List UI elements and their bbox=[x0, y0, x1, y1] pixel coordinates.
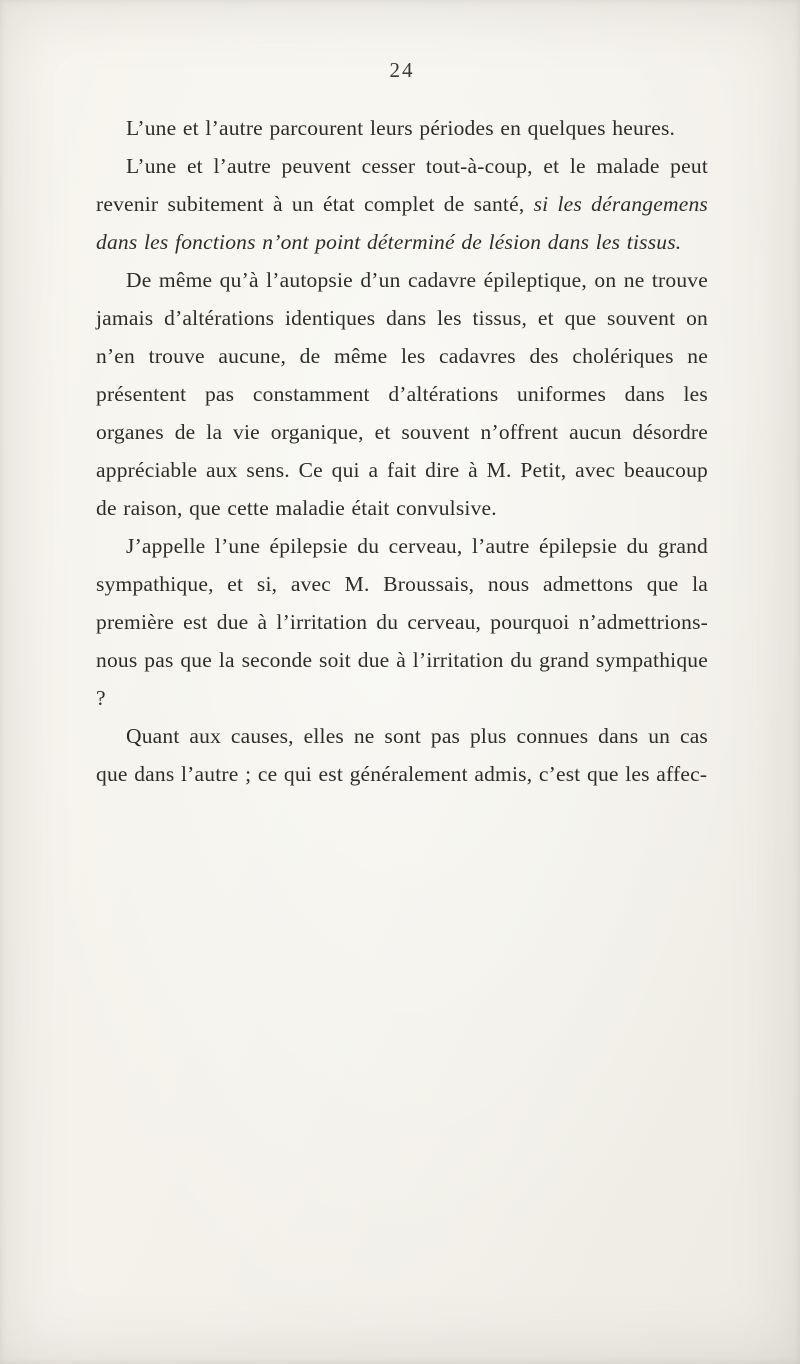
text-segment: J’appelle l’une épilepsie du cerveau, l’autre épilepsie du grand sympathique, et si, avec M. Broussais, nous admettons que la première est due à l’irritation du cerveau, pourquoi n’admettrions-nous pas que la seconde soit due à l’irritation du grand sympathique ? bbox=[96, 534, 708, 710]
text-segment: L’une et l’autre parcourent leurs périodes en quelques heures. bbox=[126, 116, 676, 140]
text-segment: De même qu’à l’autopsie d’un cadavre épileptique, on ne trouve jamais d’altérations identiques dans les tissus, et que souvent on n’en trouve aucune, de même les cadavres des cholériques ne présentent pas constamment d’altérations uniformes dans les organes de la vie organique, et souvent n’offrent aucun désordre appréciable aux sens. Ce qui a fait dire à M. Petit, avec beaucoup de raison, que cette maladie était convulsive. bbox=[96, 268, 708, 520]
paragraph bbox=[96, 261, 708, 527]
paragraph bbox=[96, 527, 708, 717]
paragraph bbox=[96, 109, 708, 147]
text-segment: Quant aux causes, elles ne sont pas plus connues dans un cas que dans l’autre ; ce qui est généralement admis, c’est que les affec- bbox=[96, 724, 708, 786]
text-block bbox=[96, 109, 708, 793]
italic-text-segment: si les dérangemens dans les fonctions n’ont point déterminé de lésion dans les tissus. bbox=[96, 192, 708, 254]
paragraph bbox=[96, 147, 708, 261]
page-number: 24 bbox=[389, 58, 415, 82]
text-segment: L’une et l’autre peuvent cesser tout-à-coup, et le malade peut revenir subitement à un état complet de santé, bbox=[96, 154, 708, 216]
paragraph bbox=[96, 717, 708, 793]
